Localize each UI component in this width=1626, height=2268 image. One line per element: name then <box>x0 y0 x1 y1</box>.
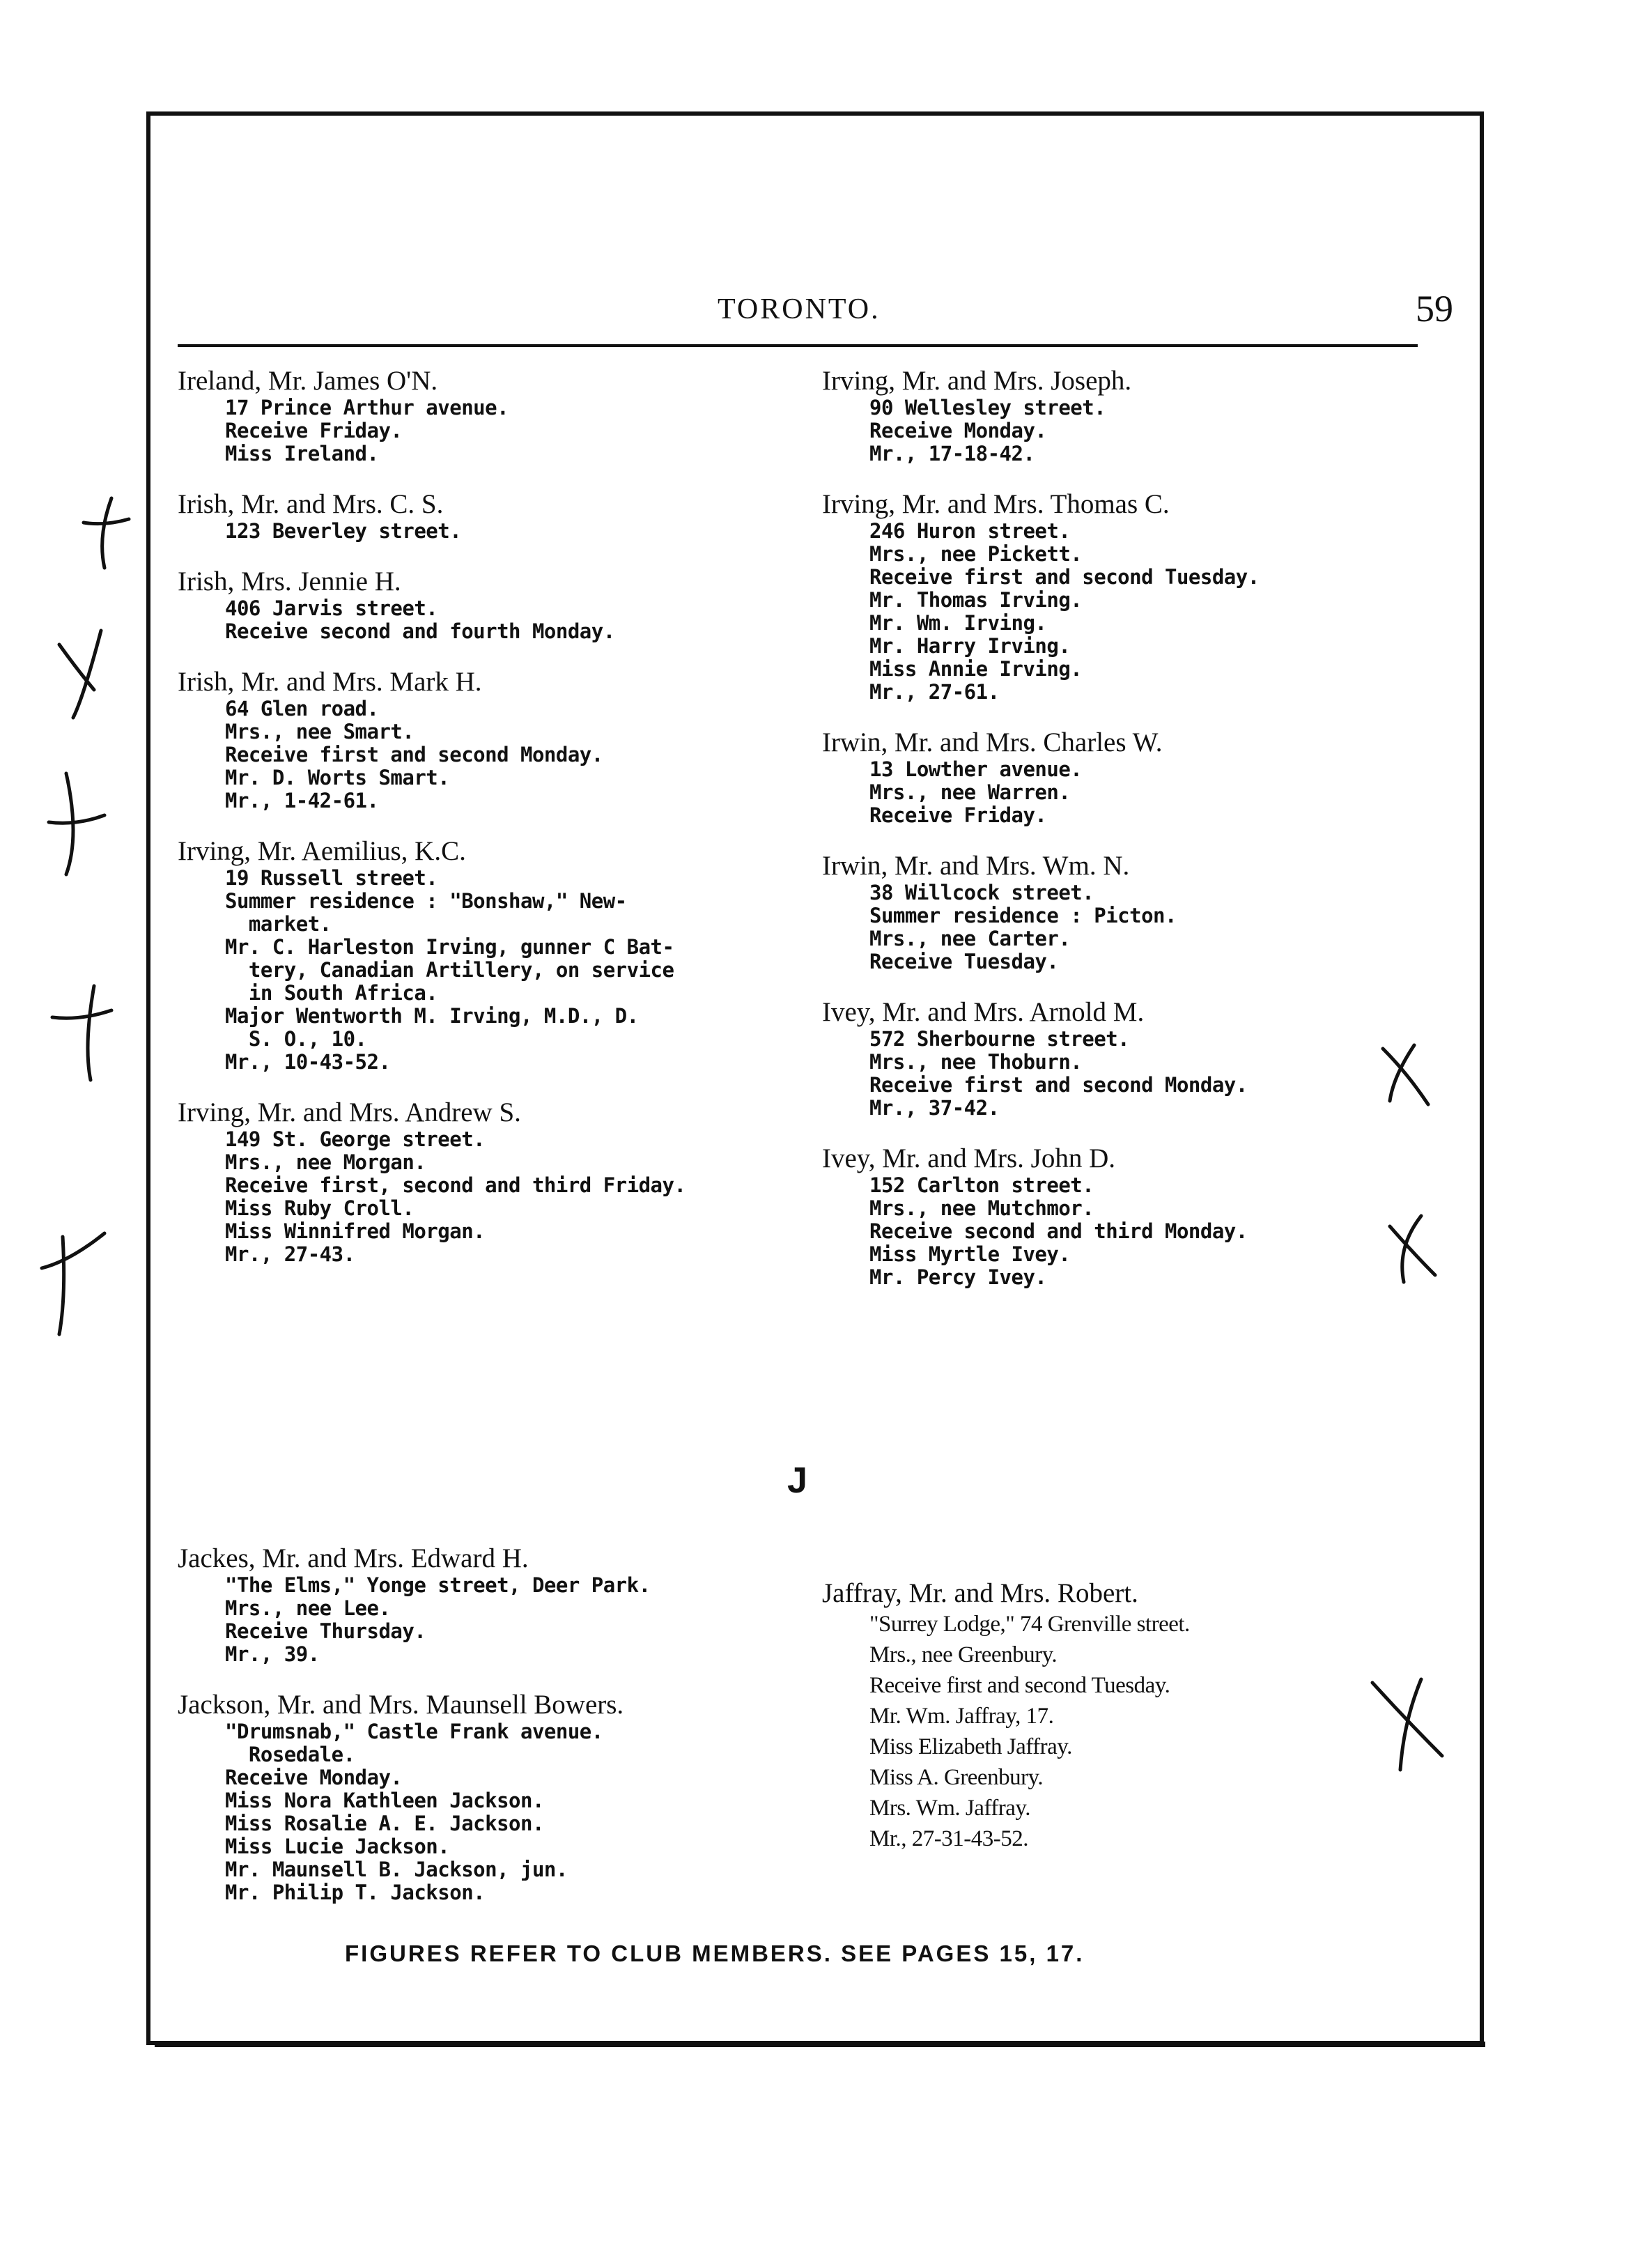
entry-detail-line: Receive Thursday. <box>225 1619 426 1643</box>
entry-detail-line: tery, Canadian Artillery, on service <box>225 958 674 982</box>
directory-entry <box>178 836 805 1074</box>
entry-detail-line: Receive Tuesday. <box>869 950 1059 973</box>
entry-detail-line: "Drumsnab," Castle Frank avenue. <box>225 1720 603 1743</box>
entry-name: Irving, Mr. and Mrs. Thomas C. <box>822 489 1170 519</box>
entry-detail-line: Miss Winnifred Morgan. <box>225 1219 486 1243</box>
entry-detail-line: Receive first and second Tuesday. <box>869 565 1260 589</box>
entry-detail-line: Miss A. Greenbury. <box>869 1765 1044 1790</box>
directory-entry <box>822 851 1449 973</box>
footer-note: FIGURES REFER TO CLUB MEMBERS. SEE PAGES 15, 17. <box>345 1941 1085 1966</box>
entry-detail-line: Summer residence : "Bonshaw," New- <box>225 889 627 913</box>
entry-name: Irving, Mr. and Mrs. Andrew S. <box>178 1097 521 1127</box>
directory-entry <box>822 1143 1449 1289</box>
entry-name: Irving, Mr. and Mrs. Joseph. <box>822 366 1132 396</box>
entry-detail-line: Mrs., nee Pickett. <box>869 542 1083 566</box>
entry-detail-line: Mrs., nee Thoburn. <box>869 1050 1083 1074</box>
entry-detail-line: Mrs., nee Smart. <box>225 720 415 743</box>
directory-entry <box>178 1097 805 1266</box>
entry-name: Irish, Mr. and Mrs. C. S. <box>178 489 444 519</box>
entry-detail-line: Receive Friday. <box>869 803 1047 827</box>
entry-detail-line: Mrs., nee Warren. <box>869 780 1071 804</box>
entry-detail-line: Receive second and third Monday. <box>869 1219 1248 1243</box>
header-rule <box>178 344 1418 347</box>
entry-detail-line: 572 Sherbourne street. <box>869 1027 1130 1051</box>
entry-detail-line: 123 Beverley street. <box>225 519 462 543</box>
entry-detail-line: Mrs., nee Carter. <box>869 927 1071 950</box>
entry-detail-line: Mrs., nee Lee. <box>225 1596 391 1620</box>
entry-name: Jackes, Mr. and Mrs. Edward H. <box>178 1543 529 1573</box>
entry-detail-line: Rosedale. <box>225 1743 355 1766</box>
entry-detail-line: 19 Russell street. <box>225 866 438 890</box>
entry-detail-line: Receive second and fourth Monday. <box>225 619 615 643</box>
entry-detail-line: Mr. Wm. Irving. <box>869 611 1047 635</box>
entry-name: Ivey, Mr. and Mrs. John D. <box>822 1143 1116 1173</box>
entry-name: Jaffray, Mr. and Mrs. Robert. <box>822 1578 1138 1608</box>
entry-detail-line: Mr., 17-18-42. <box>869 442 1035 465</box>
directory-entry <box>178 1543 805 1666</box>
entry-detail-line: "Surrey Lodge," 74 Grenville street. <box>869 1612 1190 1637</box>
entry-detail-line: S. O., 10. <box>225 1027 367 1051</box>
running-header: TORONTO. <box>718 293 881 325</box>
entry-detail-line: Receive Monday. <box>869 419 1047 442</box>
entry-detail-line: 13 Lowther avenue. <box>869 757 1083 781</box>
entry-detail-line: Mrs., nee Morgan. <box>225 1150 426 1174</box>
directory-entry <box>822 997 1449 1120</box>
entry-detail-line: Mr. Thomas Irving. <box>869 588 1083 612</box>
directory-entry <box>822 366 1449 465</box>
right-column <box>822 366 1449 1313</box>
directory-entry <box>178 566 805 643</box>
handwritten-x-mark <box>52 986 111 1080</box>
entry-detail-line: Summer residence : Picton. <box>869 904 1177 927</box>
entry-detail-line: Receive first, second and third Friday. <box>225 1173 686 1197</box>
entry-name: Jackson, Mr. and Mrs. Maunsell Bowers. <box>178 1690 624 1720</box>
handwritten-x-mark <box>59 631 101 718</box>
entry-detail-line: Receive Friday. <box>225 419 403 442</box>
entry-detail-line: Mr. D. Worts Smart. <box>225 766 450 789</box>
entry-detail-line: Mr., 1-42-61. <box>225 789 379 812</box>
entry-detail-line: Mr. Percy Ivey. <box>869 1265 1047 1289</box>
entry-detail-line: Miss Rosalie A. E. Jackson. <box>225 1812 544 1835</box>
j-left-column <box>178 1543 805 1928</box>
handwritten-x-mark <box>49 773 104 874</box>
entry-detail-line: 406 Jarvis street. <box>225 596 438 620</box>
entry-detail-line: Mrs., nee Mutchmor. <box>869 1196 1094 1220</box>
entry-detail-line: Mr., 27-61. <box>869 680 1000 704</box>
entry-detail-line: Miss Ruby Croll. <box>225 1196 415 1220</box>
handwritten-x-mark <box>84 498 129 568</box>
entry-detail-line: Mr., 39. <box>225 1642 320 1666</box>
entry-detail-line: Mr. Harry Irving. <box>869 634 1071 658</box>
entry-detail-line: Mr., 27-43. <box>225 1242 355 1266</box>
entry-detail-line: market. <box>225 912 332 936</box>
entry-name: Irwin, Mr. and Mrs. Wm. N. <box>822 851 1130 881</box>
page-number: 59 <box>1416 288 1453 330</box>
entry-detail-line: Miss Nora Kathleen Jackson. <box>225 1789 544 1812</box>
entry-name: Irish, Mrs. Jennie H. <box>178 566 401 596</box>
entry-detail-line: Mr. C. Harleston Irving, gunner C Bat- <box>225 935 674 959</box>
entry-name: Ivey, Mr. and Mrs. Arnold M. <box>822 997 1145 1027</box>
entry-detail-line: Major Wentworth M. Irving, M.D., D. <box>225 1004 639 1028</box>
entry-detail-line: Mr. Wm. Jaffray, 17. <box>869 1704 1054 1729</box>
entry-detail-line: Miss Elizabeth Jaffray. <box>869 1734 1072 1759</box>
directory-entry <box>822 727 1449 827</box>
page-border-shadow <box>155 2042 1485 2047</box>
entry-detail-line: Mr. Philip T. Jackson. <box>225 1881 486 1904</box>
entry-detail-line: 17 Prince Arthur avenue. <box>225 396 509 419</box>
entry-detail-line: Mr. Maunsell B. Jackson, jun. <box>225 1858 568 1881</box>
j-right-column <box>822 1578 1449 1878</box>
entry-detail-line: 38 Willcock street. <box>869 881 1094 904</box>
directory-entry <box>178 366 805 465</box>
entry-name: Irwin, Mr. and Mrs. Charles W. <box>822 727 1163 757</box>
entry-name: Irish, Mr. and Mrs. Mark H. <box>178 667 482 697</box>
entry-name: Irving, Mr. Aemilius, K.C. <box>178 836 466 866</box>
entry-detail-line: Mr., 10-43-52. <box>225 1050 391 1074</box>
entry-detail-line: 90 Wellesley street. <box>869 396 1106 419</box>
entry-detail-line: in South Africa. <box>225 981 438 1005</box>
entry-detail-line: Miss Ireland. <box>225 442 379 465</box>
directory-entry <box>822 489 1449 704</box>
entry-detail-line: Mrs., nee Greenbury. <box>869 1642 1058 1667</box>
entry-detail-line: "The Elms," Yonge street, Deer Park. <box>225 1573 651 1597</box>
section-letter: J <box>787 1460 807 1501</box>
entry-detail-line: 246 Huron street. <box>869 519 1071 543</box>
entry-detail-line: Mr., 27-31-43-52. <box>869 1826 1028 1851</box>
handwritten-x-mark <box>42 1233 104 1334</box>
left-column <box>178 366 805 1290</box>
entry-detail-line: Miss Annie Irving. <box>869 657 1083 681</box>
entry-detail-line: Receive first and second Monday. <box>869 1073 1248 1097</box>
directory-entry <box>822 1578 1449 1854</box>
directory-entry <box>178 1690 805 1904</box>
entry-name: Ireland, Mr. James O'N. <box>178 366 438 396</box>
entry-detail-line: Receive first and second Monday. <box>225 743 603 766</box>
entry-detail-line: Mr., 37-42. <box>869 1096 1000 1120</box>
entry-detail-line: 64 Glen road. <box>225 697 379 720</box>
directory-entry <box>178 667 805 812</box>
entry-detail-line: Mrs. Wm. Jaffray. <box>869 1796 1031 1821</box>
entry-detail-line: Miss Lucie Jackson. <box>225 1835 450 1858</box>
entry-detail-line: Receive Monday. <box>225 1766 403 1789</box>
entry-detail-line: 152 Carlton street. <box>869 1173 1094 1197</box>
entry-detail-line: Miss Myrtle Ivey. <box>869 1242 1071 1266</box>
directory-entry <box>178 489 805 543</box>
entry-detail-line: 149 St. George street. <box>225 1127 486 1151</box>
entry-detail-line: Receive first and second Tuesday. <box>869 1673 1170 1698</box>
